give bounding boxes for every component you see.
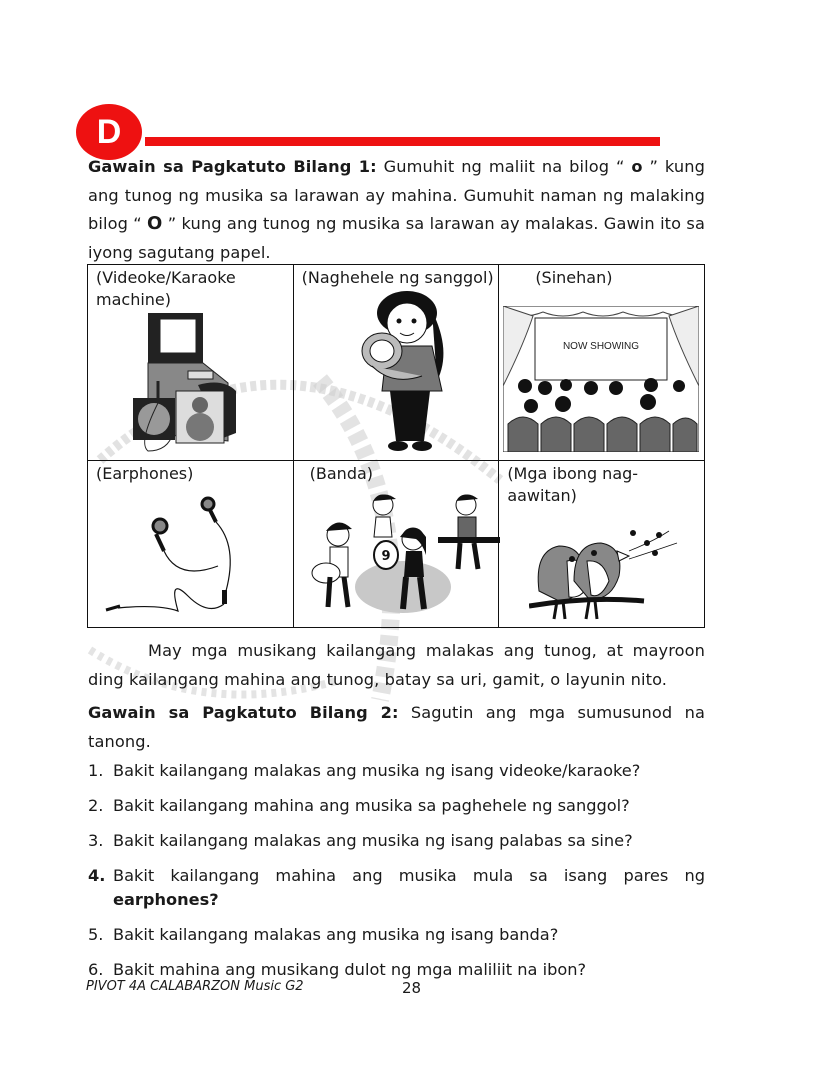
picture-cell-cinema	[499, 265, 705, 461]
question-number: 1.	[88, 761, 104, 780]
picture-label: (Naghehele ng sanggol)	[301, 268, 494, 287]
page-number: 28	[402, 979, 422, 997]
question-text: Bakit kailangang malakas ang musika ng isang videoke/karaoke?	[113, 761, 641, 780]
section-header-bar	[145, 137, 660, 146]
activity1-text-c: ” kung ang tunog ng musika sa larawan ay malakas. Gawin ito sa iyong sagutang papel.	[88, 214, 705, 262]
section-badge: D	[76, 104, 142, 160]
activity2-text: Sagutin ang mga sumusunod na tanong.	[88, 703, 705, 751]
drum-number: 9	[381, 549, 391, 564]
question-number: 3.	[88, 831, 104, 850]
question-text: Bakit kailangang malakas ang musika ng isang banda?	[113, 925, 559, 944]
karaoke-machine-icon	[128, 313, 248, 453]
earphones-icon	[98, 496, 248, 616]
picture-label: (Earphones)	[96, 464, 194, 483]
question-list	[88, 759, 705, 993]
picture-cell-band	[293, 461, 499, 628]
picture-label: (Banda)	[309, 464, 374, 483]
activity2-title: Gawain sa Pagkatuto Bilang 2:	[88, 703, 399, 722]
picture-label: (Mga ibong nag-aawitan)	[507, 464, 639, 505]
picture-cell-earphones	[88, 461, 294, 628]
question-item	[88, 829, 705, 853]
small-circle-symbol: o	[631, 157, 643, 176]
picture-cell-lullaby	[293, 265, 499, 461]
question-item	[88, 759, 705, 783]
activity1-text-b: ” kung ang tunog ng musika sa larawan ay mahina. Gumuhit naman ng malaking bilog “	[88, 157, 705, 233]
footer-source: PIVOT 4A CALABARZON Music G2	[86, 979, 304, 994]
picture-cell-karaoke	[88, 265, 294, 461]
big-circle-symbol: O	[147, 213, 163, 234]
now-showing-text: NOW SHOWING	[563, 341, 640, 352]
explanation-paragraph: May mga musikang kailangang malakas ang tunog, at mayroon ding kailangang mahina ang tunog, batay sa uri, gamit, o layunin nito.	[88, 641, 705, 689]
question-text: Bakit kailangang mahina ang musika mula sa isang pares ng	[113, 866, 705, 885]
mother-holding-baby-icon	[352, 291, 462, 451]
question-item	[88, 864, 705, 912]
question-number: 6.	[88, 960, 104, 979]
question-item	[88, 794, 705, 818]
activity1-text-a: Gumuhit ng maliit na bilog “	[376, 157, 632, 176]
band-icon	[308, 487, 508, 617]
picture-cell-birds	[499, 461, 705, 628]
question-text: Bakit mahina ang musikang dulot ng mga maliliit na ibon?	[113, 960, 587, 979]
question-number: 5.	[88, 925, 104, 944]
picture-table	[87, 264, 705, 628]
picture-label: (Videoke/Karaoke machine)	[96, 268, 236, 309]
question-text: Bakit kailangang mahina ang musika sa paghehele ng sanggol?	[113, 796, 630, 815]
activity1-instructions	[88, 153, 705, 267]
activity2-instructions	[88, 699, 705, 756]
question-text-bold: earphones?	[113, 890, 219, 909]
activity1-title: Gawain sa Pagkatuto Bilang 1:	[88, 157, 377, 176]
question-number: 2.	[88, 796, 104, 815]
movie-theater-icon	[503, 306, 699, 452]
question-text: Bakit kailangang malakas ang musika ng isang palabas sa sine?	[113, 831, 633, 850]
picture-label: (Sinehan)	[535, 268, 613, 287]
question-item	[88, 923, 705, 947]
singing-birds-icon	[529, 521, 679, 621]
question-number: 4.	[88, 866, 106, 885]
